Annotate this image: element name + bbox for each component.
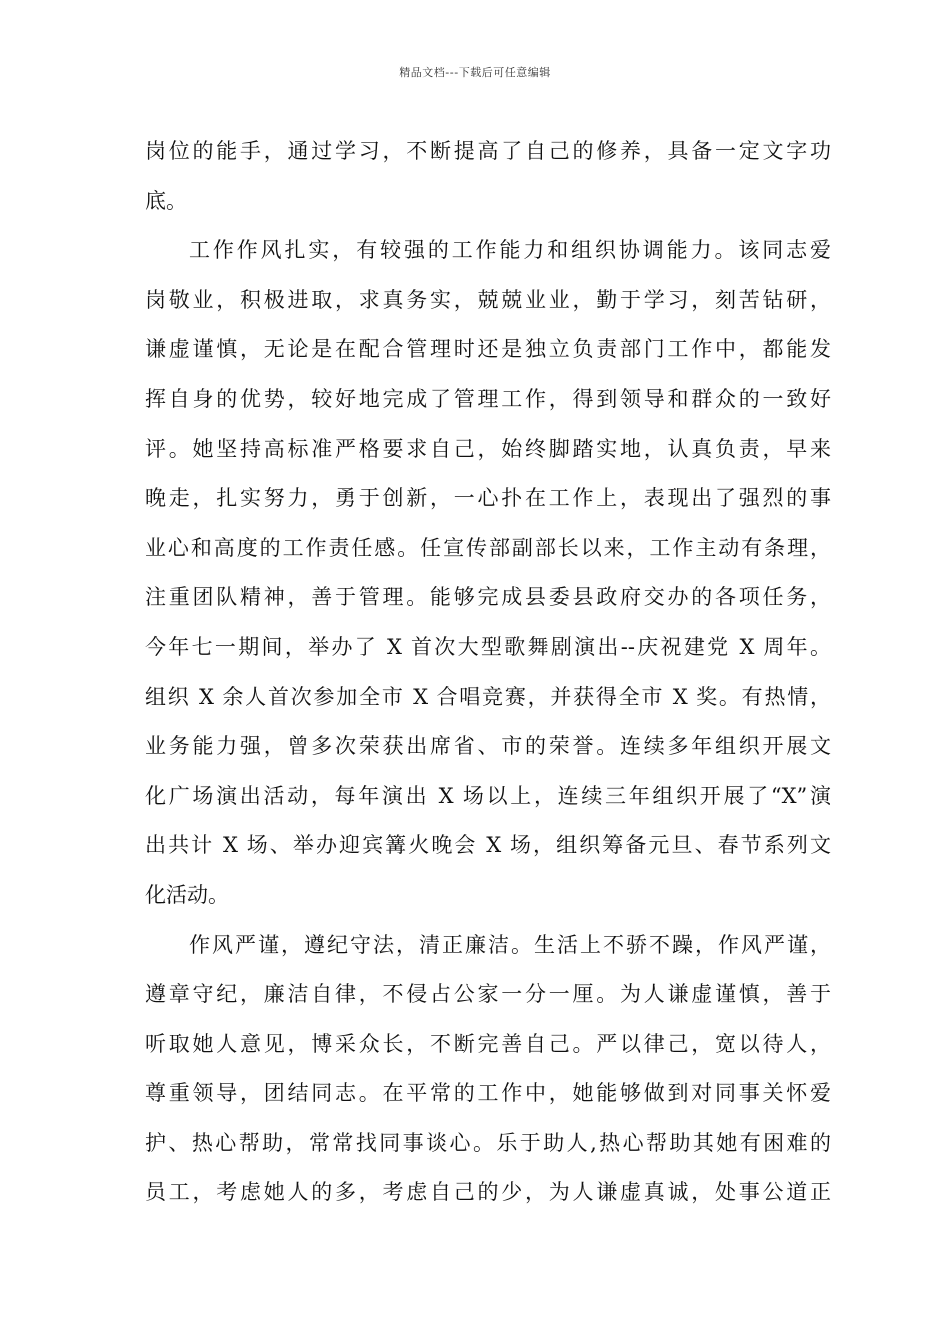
paragraph-start-line: 工作作风扎实，有较强的工作能力和组织协调能力。该同志爱 <box>189 238 831 263</box>
text-line: 尊重领导，团结同志。在平常的工作中，她能够做到对同事关怀爱 <box>145 1081 831 1106</box>
text-line: 岗位的能手，通过学习，不断提高了自己的修养，具备一定文字功 <box>145 139 831 163</box>
text-line: 注重团队精神，善于管理。能够完成县委县政府交办的各项任务， <box>145 585 831 610</box>
text-line: 评。她坚持高标准严格要求自己，始终脚踏实地，认真负责，早来 <box>145 436 831 461</box>
text-line: 底。 <box>145 188 187 213</box>
text-line: 员工，考虑她人的多，考虑自己的少，为人谦虚真诚，处事公道正 <box>145 1180 831 1205</box>
text-line: 化广场演出活动，每年演出 X 场以上，连续三年组织开展了“X”演 <box>145 783 831 808</box>
text-line: 化活动。 <box>145 882 229 907</box>
text-line: 遵章守纪，廉洁自律，不侵占公家一分一厘。为人谦虚谨慎，善于 <box>145 982 831 1007</box>
text-line: 出共计 X 场、举办迎宾篝火晚会 X 场，组织筹备元旦、春节系列文 <box>145 833 831 858</box>
text-line: 业心和高度的工作责任感。任宣传部副部长以来，工作主动有条理， <box>145 535 831 560</box>
text-line: 谦虚谨慎，无论是在配合管理时还是独立负责部门工作中，都能发 <box>145 337 831 362</box>
text-line: 听取她人意见，博采众长，不断完善自己。严以律己，宽以待人， <box>145 1031 831 1056</box>
page-header: 精品文档---下载后可任意编辑 <box>399 66 551 79</box>
body-text <box>145 127 831 1218</box>
paragraph-start-line: 作风严谨，遵纪守法，清正廉洁。生活上不骄不躁，作风严谨， <box>189 932 831 957</box>
text-line: 护、热心帮助，常常找同事谈心。乐于助人,热心帮助其她有困难的 <box>145 1130 831 1155</box>
text-line: 晚走，扎实努力，勇于创新，一心扑在工作上，表现出了强烈的事 <box>145 486 831 511</box>
text-line: 今年七一期间，举办了 X 首次大型歌舞剧演出--庆祝建党 X 周年。 <box>145 634 831 659</box>
text-line: 岗敬业，积极进取，求真务实，兢兢业业，勤于学习，刻苦钻研， <box>145 287 831 312</box>
text-line: 挥自身的优势，较好地完成了管理工作，得到领导和群众的一致好 <box>145 386 831 411</box>
text-line: 组织 X 余人首次参加全市 X 合唱竞赛，并获得全市 X 奖。有热情， <box>145 684 831 709</box>
text-line: 业务能力强，曾多次荣获出席省、市的荣誉。连续多年组织开展文 <box>145 734 831 759</box>
